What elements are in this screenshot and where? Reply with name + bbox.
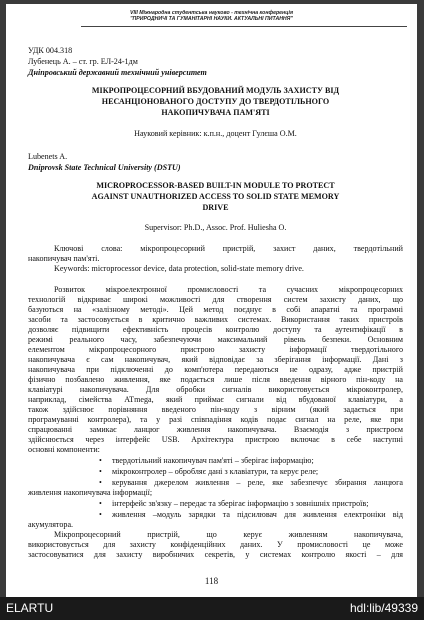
final-line: Мікропроцесорний пристрій, що керує живленням накопичувача, bbox=[54, 530, 403, 539]
bullet-icon: • bbox=[99, 499, 102, 508]
conference-line-2: "ПРИРОДНИЧІ ТА ГУМАНІТАРНІ НАУКИ. АКТУАЛЬНІ ПИТАННЯ" bbox=[130, 16, 293, 23]
bullet-icon: • bbox=[99, 510, 102, 519]
bullet-item: живлення –модуль зарядки та підсилювач для живлення електроніки від bbox=[112, 510, 403, 519]
conference-header bbox=[6, 10, 417, 23]
body-line: дозволяє підвищити ефективність процесів контролю доступу та аутентифікації в bbox=[28, 325, 403, 334]
body-line: накопичувача при підключенні до комп'ютера передаються не одразу, адже пристрій bbox=[28, 365, 403, 374]
body-line: клавіатурі накопичувача. Для обробки сигналів використовується мікроконтролер, bbox=[28, 385, 403, 394]
body-line: здійснюється через інтерфейс USB. Архітектура пристрою включає в себе наступні bbox=[28, 435, 403, 444]
repository-footer bbox=[0, 597, 424, 620]
title-en-line-3: DRIVE bbox=[202, 203, 229, 212]
keywords-en: Keywords: microprocessor device, data protection, solid-state memory drive. bbox=[54, 264, 304, 273]
document-page bbox=[6, 4, 417, 597]
body-line: режимі реального часу, забезпечуючи максимальний рівень безпеки. Основним bbox=[28, 335, 403, 344]
keywords-ua-line-1: Ключові слова: мікропроцесорний пристрій, захист даних, твердотільний bbox=[54, 244, 403, 253]
bullet-item-cont: акумулятора. bbox=[28, 520, 74, 529]
body-line: програмуванні контролера), та у разі співпадіння кодів подає сигнал на реле, яке при bbox=[28, 415, 403, 424]
body-line: спрацюванні замикає ланцюг живлення накопичувача. Взаємодія з пристроєм bbox=[28, 425, 403, 434]
final-line: застосовуватися для захисту виробничих секретів, у системах контролю якості – для bbox=[28, 550, 403, 559]
header-divider bbox=[81, 26, 407, 27]
title-ua-line-3: НАКОПИЧУВАЧА ПАМ'ЯТІ bbox=[161, 108, 270, 117]
author-ua: Лубенець А. – ст. гр. ЕЛ-24-1дм bbox=[28, 57, 138, 66]
bullet-icon: • bbox=[99, 456, 102, 465]
body-line: основні компоненти: bbox=[28, 445, 100, 454]
author-en: Lubenets A. bbox=[28, 152, 68, 161]
university-en: Dniprovsk State Technical University (DSTU) bbox=[28, 163, 181, 172]
supervisor-ua: Науковий керівник: к.п.н., доцент Гулєша О.М. bbox=[134, 129, 297, 138]
title-ua-line-1: МІКРОПРОЦЕСОРНИЙ ВБУДОВАНИЙ МОДУЛЬ ЗАХИСТУ ВІД bbox=[91, 86, 340, 95]
body-line: також здійснює порівняння введеного пін-коду з вірним (який задається при bbox=[28, 405, 403, 414]
body-line: накопичувача є сам накопичувач, який відповідає за зберігання інформації. Дані з bbox=[28, 355, 403, 364]
body-line: засоби та застосовується в критично важливих системах. Використання таких пристроїв bbox=[28, 315, 403, 324]
bullet-item: керування джерелом живлення – реле, яке забезпечує збирання ланцюга bbox=[112, 478, 403, 487]
repository-name: ELARTU bbox=[6, 601, 54, 615]
bullet-item-cont: живлення накопичувача інформації; bbox=[28, 488, 153, 497]
body-line: базуються на «залізному методі». Цей метод поєднує в собі апаратні та програмні bbox=[28, 305, 403, 314]
title-en-line-1: MICROPROCESSOR-BASED BUILT-IN MODULE TO PROTECT bbox=[96, 181, 335, 190]
handle-id: hdl:lib/49339 bbox=[349, 601, 418, 615]
university-ua: Дніпровський державний технічний університет bbox=[28, 68, 207, 77]
conference-line-1: VIII Міжнародна студентська науково - технічна конференція bbox=[130, 10, 293, 16]
title-ua-line-2: НЕСАНЦІОНОВАНОГО ДОСТУПУ ДО ТВЕРДОТІЛЬНОГО bbox=[101, 97, 330, 106]
title-en-line-2: AGAINST UNAUTHORIZED ACCESS TO SOLID STATE MEMORY bbox=[91, 192, 340, 201]
udc-code: УДК 004.318 bbox=[28, 46, 73, 55]
final-line: використовується для захисту конфіденційних даних. У промисловості це може bbox=[28, 540, 403, 549]
keywords-ua-line-2: накопичувач пам'яті. bbox=[28, 254, 100, 263]
page-number: 118 bbox=[204, 576, 219, 586]
bullet-item: мікроконтролер – обробляє дані з клавіатури, та керує реле; bbox=[112, 467, 319, 476]
bullet-item: твердотільний накопичувач пам'яті – зберігає інформацію; bbox=[112, 456, 314, 465]
body-line: наприклад, сімейства ATmega, який приймає сигнали від вбудованої клавіатури, а bbox=[28, 395, 403, 404]
bullet-icon: • bbox=[99, 478, 102, 487]
bullet-item: інтерфейс зв'язку – передає та зберігає інформацію з зовнішніх пристроїв; bbox=[112, 499, 369, 508]
body-line: фізично позбавлено живлення, яке подається лише після введення вірного пін-коду на bbox=[28, 375, 403, 384]
body-line: елементом мікропроцесорного пристрою захисту інформації твердотільного bbox=[28, 345, 403, 354]
supervisor-en: Supervisor: Ph.D., Assoc. Prof. Huliesha O. bbox=[144, 223, 287, 232]
body-line: Розвиток мікроелектронної промисловості та сучасних мікропроцесорних bbox=[54, 285, 403, 294]
bullet-icon: • bbox=[99, 467, 102, 476]
body-line: технологій відкриває широкі можливості для створення систем захисту даних, що bbox=[28, 295, 403, 304]
